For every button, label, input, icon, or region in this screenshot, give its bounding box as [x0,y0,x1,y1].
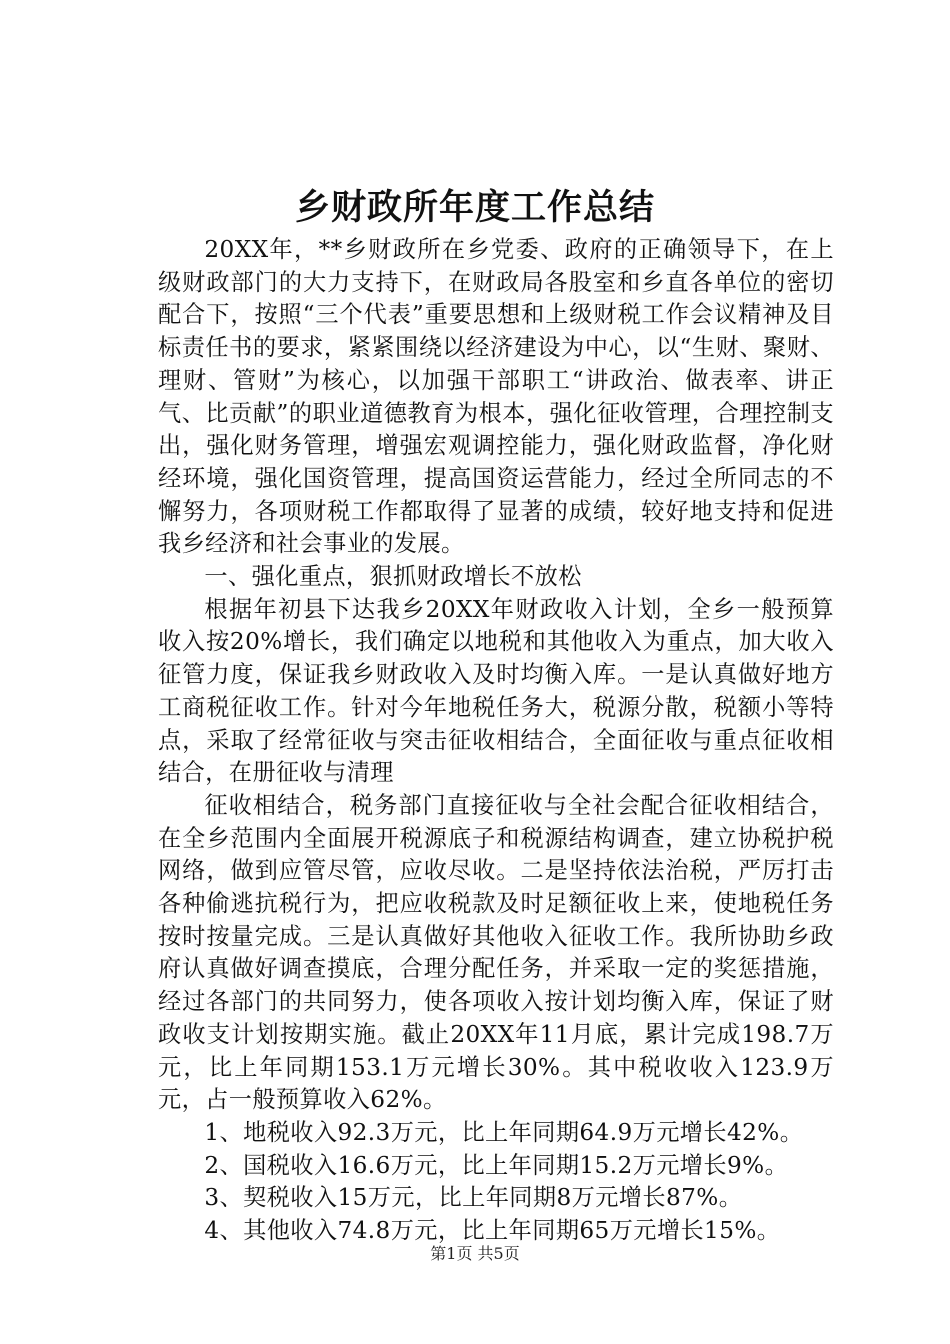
section-heading-1: 一、强化重点，狠抓财政增长不放松 [204,563,582,591]
list-item-national-tax: 2、国税收入16.6万元，比上年同期15.2万元增长9%。 [204,1151,789,1179]
paragraph-revenue-plan: 根据年初县下达我乡20XX年财政收入计划，全乡一般预算收入按20%增长，我们确定以地税和其他收入为重点，加大收入征管力度，保证我乡财政收入及时均衡入库。一是认真做好地方工商税征收工作。针对今年地税任务大，税源分散，税额小等特点，采取了经常征收与突击征收相结合，全面征收与重点征收相结合，在册征收与清理 [158,595,834,787]
list-item-other-income: 4、其他收入74.8万元，比上年同期65万元增长15%。 [204,1217,781,1245]
paragraph-tax-collection: 征收相结合，税务部门直接征收与全社会配合征收相结合，在全乡范围内全面展开税源底子和税源结构调查，建立协税护税网络，做到应管尽管，应收尽收。二是坚持依法治税，严厉打击各种偷逃抗税行为，把应收税款及时足额征收上来，使地税任务按时按量完成。三是认真做好其他收入征收工作。我所协助乡政府认真做好调查摸底，合理分配任务，并采取一定的奖惩措施，经过各部门的共同努力，使各项收入按计划均衡入库，保证了财政收支计划按期实施。截止20XX年11月底，累计完成198.7万元，比上年同期153.1万元增长30%。其中税收收入123.9万元，占一般预算收入62%。 [158,791,834,1114]
paragraph-intro: 20XX年，**乡财政所在乡党委、政府的正确领导下，在上级财政部门的大力支持下，在财政局各股室和乡直各单位的密切配合下，按照“三个代表”重要思想和上级财税工作会议精神及目标责任书的要求，紧紧围绕以经济建设为中心，以“生财、聚财、理财、管财”为核心，以加强干部职工“讲政治、做表率、讲正气、比贡献”的职业道德教育为根本，强化征收管理，合理控制支出，强化财务管理，增强宏观调控能力，强化财政监督，净化财经环境，强化国资管理，提高国资运营能力，经过全所同志的不懈努力，各项财税工作都取得了显著的成绩，较好地支持和促进我乡经济和社会事业的发展。 [158,236,834,558]
document-body [158,234,834,1248]
list-item-deed-tax: 3、契税收入15万元，比上年同期8万元增长87%。 [204,1184,743,1212]
page-number: 第1页 共5页 [430,1244,520,1263]
document-title: 乡财政所年度工作总结 [294,187,655,228]
list-item-local-tax: 1、地税收入92.3万元，比上年同期64.9万元增长42%。 [204,1118,804,1146]
